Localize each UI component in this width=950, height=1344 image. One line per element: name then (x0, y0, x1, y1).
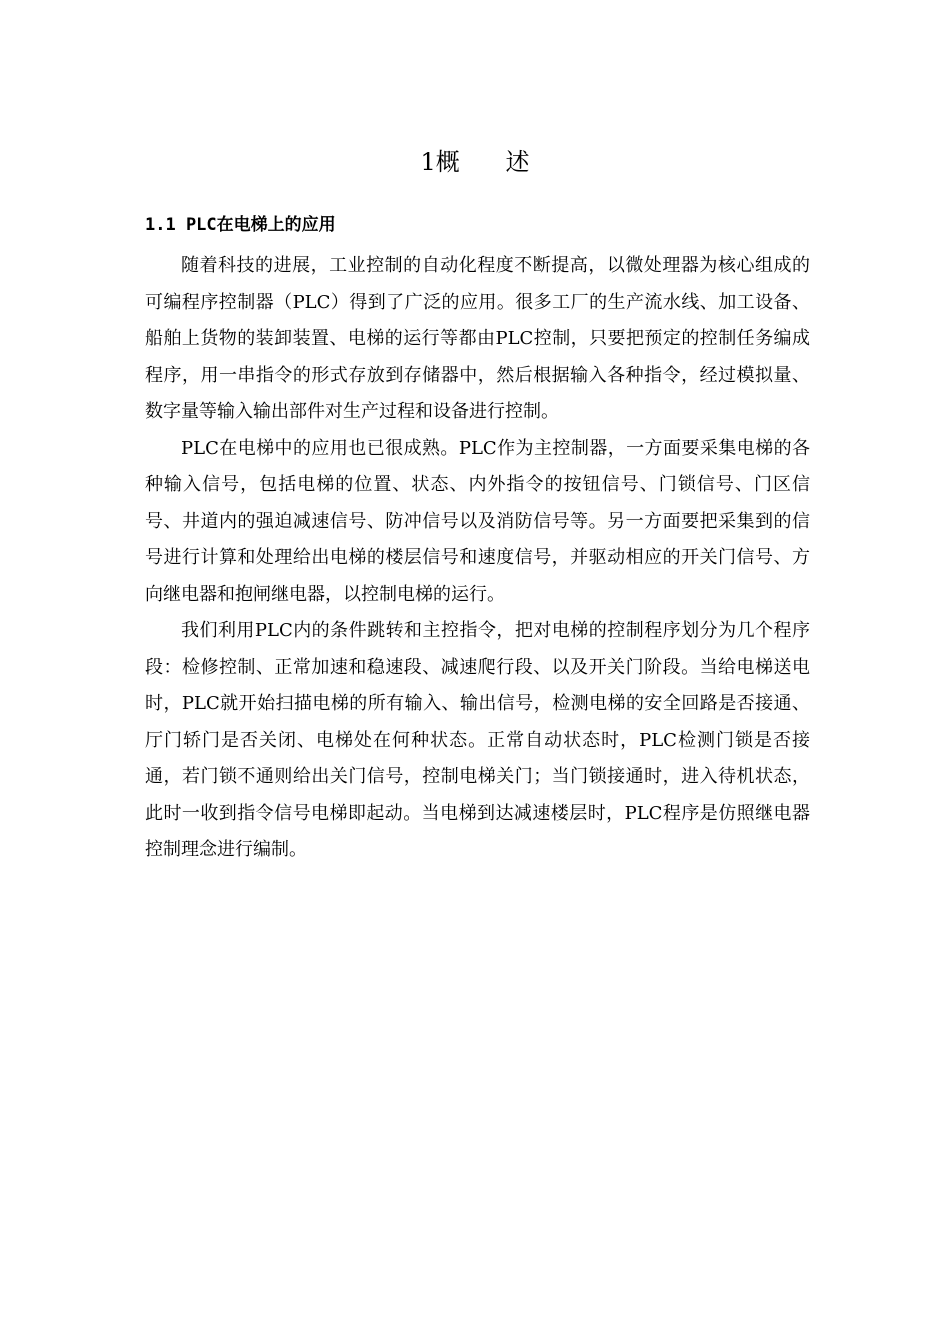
paragraph-2: PLC在电梯中的应用也已很成熟。PLC作为主控制器，一方面要采集电梯的各种输入信号，包括电梯的位置、状态、内外指令的按钮信号、门锁信号、门区信号、井道内的强迫减速信号、防冲信号以及消防信号等。另一方面要把采集到的信号进行计算和处理给出电梯的楼层信号和速度信号，并驱动相应的开关门信号、方向继电器和抱闸继电器，以控制电梯的运行。 (145, 437, 810, 605)
paragraph-1: 随着科技的进展，工业控制的自动化程度不断提高，以微处理器为核心组成的可编程序控制器（PLC）得到了广泛的应用。很多工厂的生产流水线、加工设备、船舶上货物的装卸装置、电梯的运行等都由PLC控制，只要把预定的控制任务编成程序，用一串指令的形式存放到存储器中，然后根据输入各种指令，经过模拟量、数字量等输入输出部件对生产过程和设备进行控制。 (145, 255, 810, 422)
chapter-title: 1概 述 (420, 148, 530, 176)
section-heading: 1.1 PLC在电梯上的应用 (145, 215, 336, 235)
paragraph-3: 我们利用PLC内的条件跳转和主控指令，把对电梯的控制程序划分为几个程序段：检修控制、正常加速和稳速段、减速爬行段、以及开关门阶段。当给电梯送电时，PLC就开始扫描电梯的所有输入、输出信号，检测电梯的安全回路是否接通、厅门轿门是否关闭、电梯处在何种状态。正常自动状态时，PLC检测门锁是否接通，若门锁不通则给出关门信号，控制电梯关门；当门锁接通时，进入待机状态，此时一收到指令信号电梯即起动。当电梯到达减速楼层时，PLC程序是仿照继电器控制理念进行编制。 (145, 620, 810, 860)
body-text (145, 248, 810, 869)
